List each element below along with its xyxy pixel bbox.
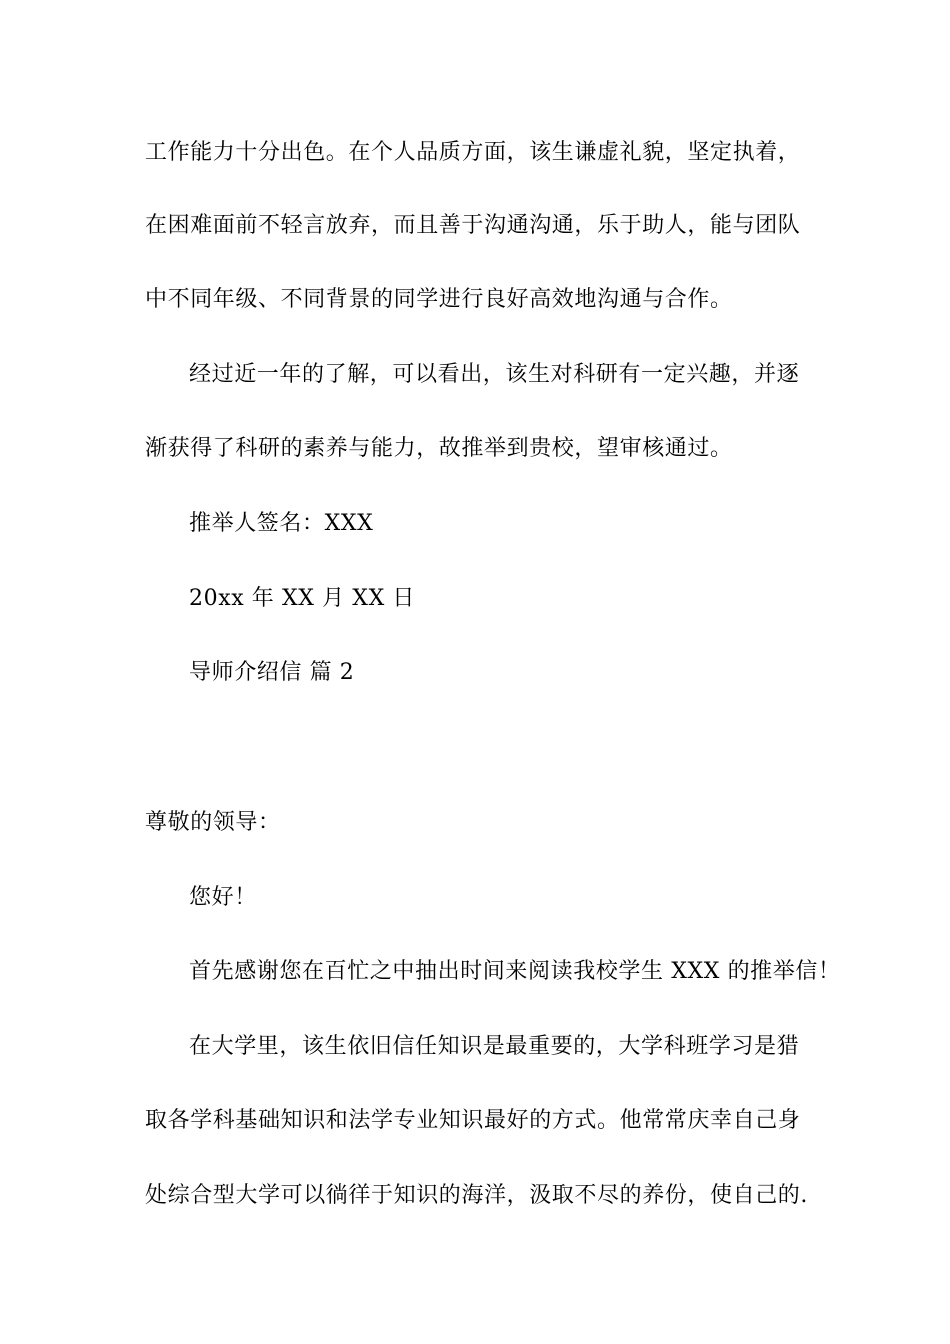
paragraph-line: 经过近一年的了解，可以看出，该生对科研有一定兴趣，并逐 <box>189 362 800 387</box>
paragraph-line: 渐获得了科研的素养与能力，故推举到贵校，望审核通过。 <box>145 436 733 461</box>
paragraph-line: 处综合型大学可以徜徉于知识的海洋，汲取不尽的养份，使自己的. <box>145 1183 808 1208</box>
signature-line: 推举人签名：XXX <box>189 511 374 536</box>
paragraph-line: 在大学里，该生依旧信任知识是最重要的，大学科班学习是猎 <box>189 1034 800 1059</box>
paragraph-line: 工作能力十分出色。在个人品质方面，该生谦虚礼貌，坚定执着， <box>145 140 801 165</box>
paragraph-line: 取各学科基础知识和法学专业知识最好的方式。他常常庆幸自己身 <box>145 1108 801 1133</box>
paragraph-line: 首先感谢您在百忙之中抽出时间来阅读我校学生 XXX 的推举信！ <box>189 959 841 984</box>
date-line: 20xx 年 XX 月 XX 日 <box>189 586 416 611</box>
salutation: 尊敬的领导： <box>145 810 281 835</box>
paragraph-line: 中不同年级、不同背景的同学进行良好高效地沟通与合作。 <box>145 287 733 312</box>
section-title: 导师介绍信 篇 2 <box>189 660 355 685</box>
greeting: 您好！ <box>189 885 257 910</box>
paragraph-line: 在困难面前不轻言放弃，而且善于沟通沟通，乐于助人，能与团队 <box>145 213 801 238</box>
